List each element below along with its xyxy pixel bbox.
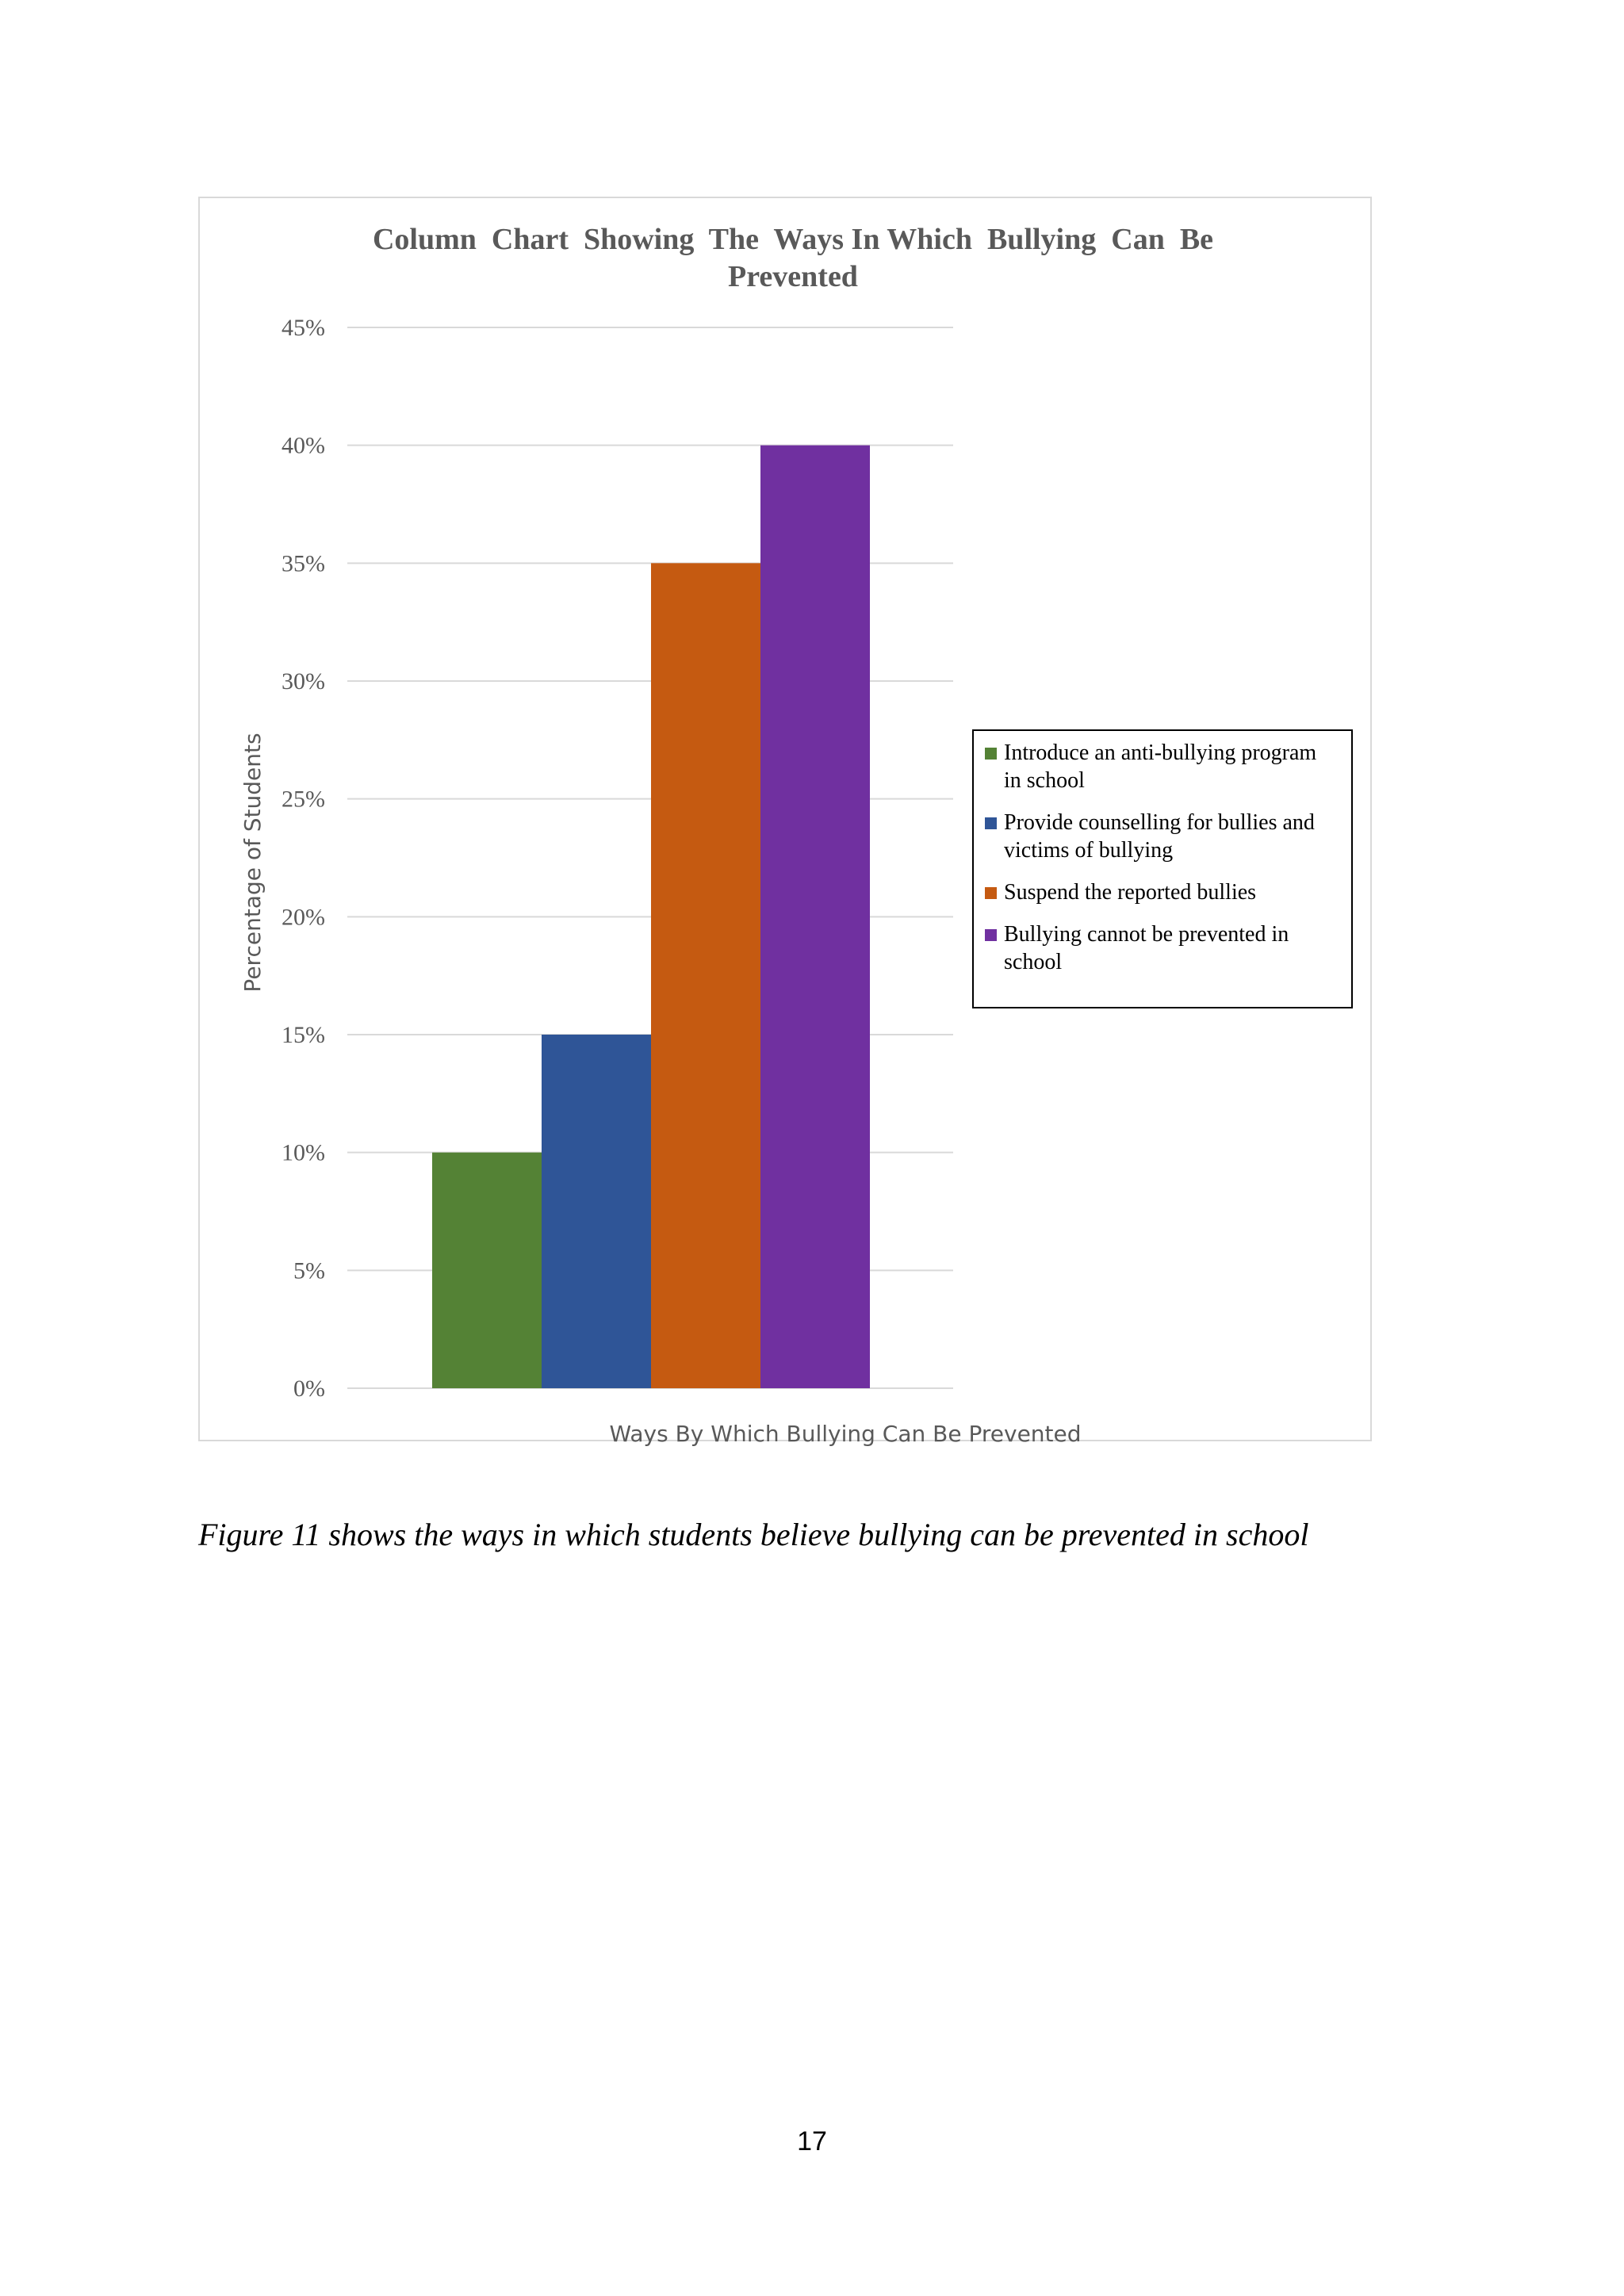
y-tick-label: 5% bbox=[293, 1257, 325, 1284]
legend-label: Provide counselling for bullies and bbox=[1004, 810, 1315, 835]
legend-label: Bullying cannot be prevented in bbox=[1004, 922, 1289, 947]
legend-item bbox=[985, 920, 1343, 976]
legend-label: Suspend the reported bullies bbox=[1004, 880, 1257, 905]
bar bbox=[760, 446, 870, 1388]
legend-label: Introduce an anti-bullying program bbox=[1004, 740, 1317, 765]
chart-title-line: Column Chart Showing The Ways In Which Bullying Can Be bbox=[372, 223, 1214, 256]
y-tick-label: 35% bbox=[282, 550, 325, 577]
legend-label: in school bbox=[1004, 768, 1085, 793]
y-tick-label: 20% bbox=[282, 904, 325, 931]
legend-item bbox=[985, 809, 1343, 864]
bar bbox=[651, 563, 760, 1388]
legend-swatch bbox=[985, 748, 997, 760]
bar bbox=[432, 1153, 542, 1388]
legend-item bbox=[985, 739, 1343, 794]
y-tick-label: 10% bbox=[282, 1139, 325, 1166]
legend-label: school bbox=[1004, 950, 1063, 974]
x-axis-label: Ways By Which Bullying Can Be Prevented bbox=[609, 1421, 1082, 1447]
legend-label: victims of bullying bbox=[1004, 838, 1174, 863]
legend-swatch bbox=[985, 817, 997, 829]
y-tick-label: 25% bbox=[282, 786, 325, 813]
y-axis-label: Percentage of Students bbox=[239, 733, 266, 993]
figure-caption: Figure 11 shows the ways in which students believe bullying can be prevented in school bbox=[198, 1517, 1309, 1552]
legend-swatch bbox=[985, 929, 997, 941]
bar bbox=[542, 1035, 651, 1388]
y-tick-label: 0% bbox=[293, 1376, 325, 1402]
chart-legend bbox=[972, 729, 1353, 1008]
page-number: 17 bbox=[797, 2126, 827, 2156]
legend-item bbox=[985, 878, 1343, 906]
y-tick-label: 30% bbox=[282, 668, 325, 695]
y-tick-label: 40% bbox=[282, 432, 325, 459]
chart-title-line: Prevented bbox=[728, 260, 858, 293]
y-tick-label: 15% bbox=[282, 1022, 325, 1048]
legend-swatch bbox=[985, 887, 997, 899]
y-tick-label: 45% bbox=[282, 315, 325, 341]
